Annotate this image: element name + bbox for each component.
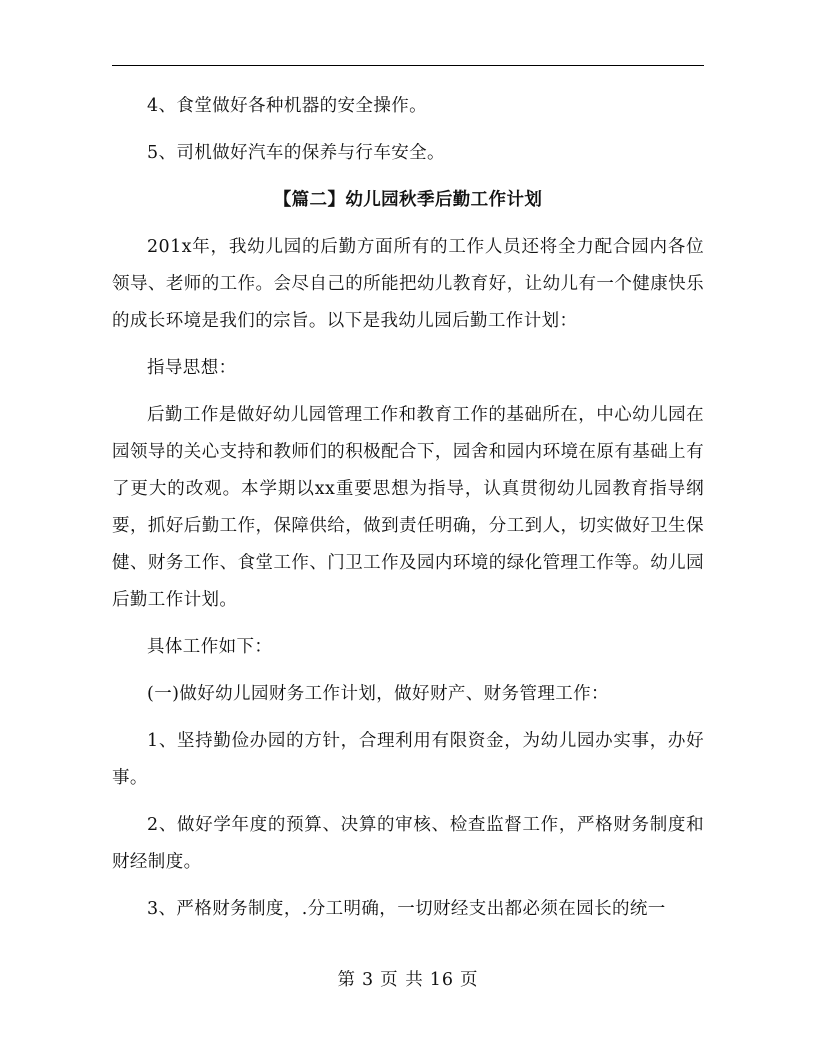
footer-prefix: 第 [337, 970, 356, 990]
footer-middle: 页 共 [380, 970, 424, 990]
paragraph-finance-1: 1、坚持勤俭办园的方针，合理利用有限资金，为幼儿园办实事，办好事。 [112, 731, 704, 788]
section-heading: 【篇二】幼儿园秋季后勤工作计划 [273, 190, 543, 210]
page-number-footer [0, 966, 816, 994]
paragraph-item-4: 4、食堂做好各种机器的安全操作。 [147, 96, 428, 116]
paragraph-item-5: 5、司机做好汽车的保养与行车安全。 [147, 143, 445, 163]
document-body [112, 88, 704, 938]
paragraph-finance-3: 3、严格财务制度，.分工明确，一切财经支出都必须在园长的统一 [147, 899, 666, 919]
header-rule [112, 65, 704, 66]
footer-total-pages: 16 [429, 970, 454, 990]
paragraph-finance-title: (一)做好幼儿园财务工作计划，做好财产、财务管理工作： [147, 684, 609, 704]
paragraph-specific-label: 具体工作如下： [147, 637, 273, 657]
footer-current-page: 3 [362, 970, 375, 990]
paragraph-finance-2: 2、做好学年度的预算、决算的审核、检查监督工作，严格财务制度和财经制度。 [112, 815, 704, 872]
footer-suffix: 页 [460, 970, 479, 990]
paragraph-intro: 201x年，我幼儿园的后勤方面所有的工作人员还将全力配合园内各位领导、老师的工作。会尽自己的所能把幼儿教育好，让幼儿有一个健康快乐的成长环境是我们的宗旨。以下是我幼儿园后勤工作计划： [112, 237, 704, 331]
paragraph-guiding-body: 后勤工作是做好幼儿园管理工作和教育工作的基础所在，中心幼儿园在园领导的关心支持和教师们的积极配合下，园舍和园内环境在原有基础上有了更大的改观。本学期以xx重要思想为指导，认真贯彻幼儿园教育指导纲要，抓好后勤工作，保障供给，做到责任明确，分工到人，切实做好卫生保健、财务工作、食堂工作、门卫工作及园内环境的绿化管理工作等。幼儿园后勤工作计划。 [112, 405, 704, 610]
paragraph-guiding-label: 指导思想： [147, 358, 237, 378]
